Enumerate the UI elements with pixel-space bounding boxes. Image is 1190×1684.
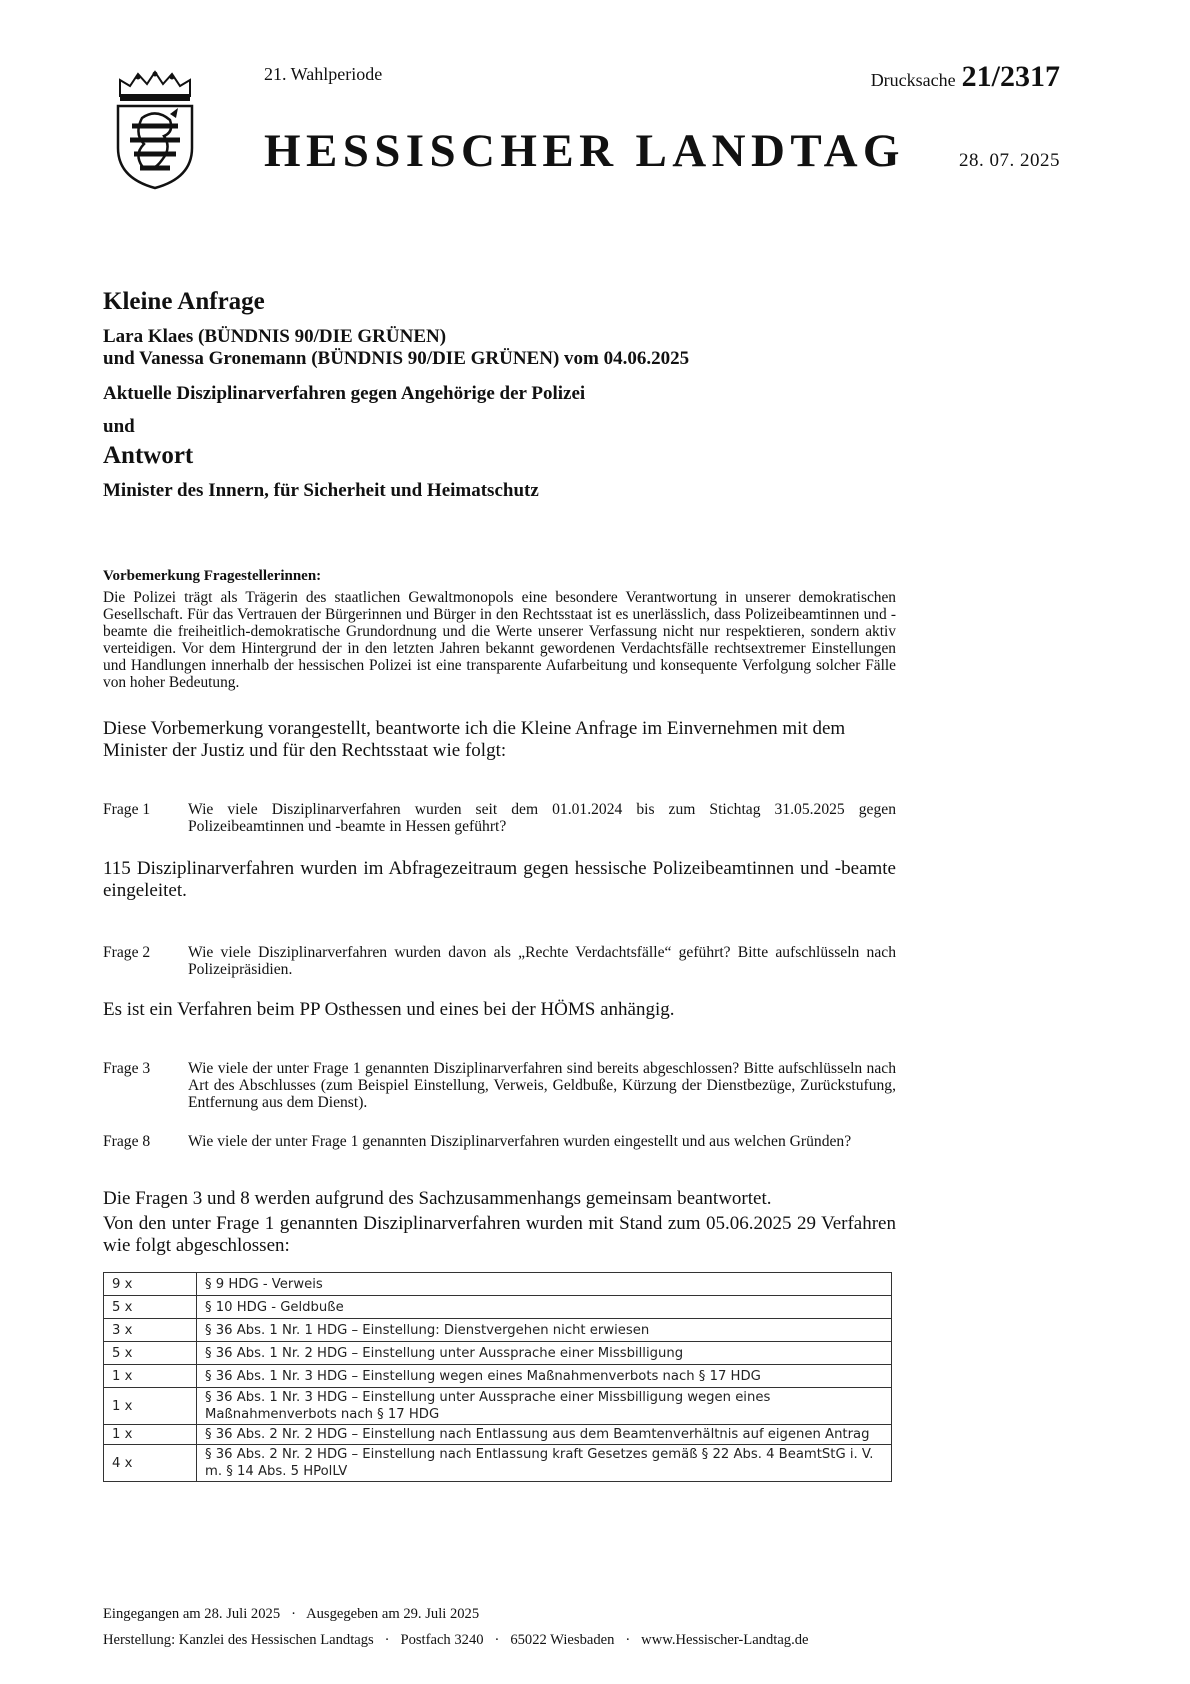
frage-1-text: Wie viele Disziplinarverfahren wurden seit dem 01.01.2024 bis zum Stichtag 31.05.2025 gegen Polizeibeamtinnen und -beamte in Hessen geführt? — [188, 801, 896, 835]
frage-2 — [103, 944, 896, 978]
table-cell-count: 1 x — [104, 1388, 197, 1425]
antwort-3-8-text: Von den unter Frage 1 genannten Disziplinarverfahren wurden mit Stand zum 05.06.2025 29 Verfahren wie folgt abgeschlossen: — [103, 1213, 896, 1256]
antwort-heading: Antwort — [103, 442, 194, 469]
authors-line-2: und Vanessa Gronemann (BÜNDNIS 90/DIE GRÜNEN) vom 04.06.2025 — [103, 348, 690, 369]
footer-dates: Eingegangen am 28. Juli 2025 · Ausgegeben am 29. Juli 2025 — [103, 1606, 480, 1622]
table-row — [104, 1445, 892, 1482]
page-title: HESSISCHER LANDTAG — [264, 125, 905, 177]
document-date: 28. 07. 2025 — [959, 150, 1060, 171]
frage-8-label: Frage 8 — [103, 1133, 151, 1150]
frage-8 — [103, 1133, 896, 1150]
footer-imprint: Herstellung: Kanzlei des Hessischen Landtags · Postfach 3240 · 65022 Wiesbaden · www.Hessischer-Landtag.de — [103, 1632, 809, 1648]
und-label: und — [103, 416, 135, 437]
wahlperiode: 21. Wahlperiode — [264, 64, 383, 84]
table-row — [104, 1296, 892, 1319]
vorbemerkung-text: Die Polizei trägt als Trägerin des staatlichen Gewaltmonopols eine besondere Verantwortung in unserer demokratischen Gesellschaft. Für das Vertrauen der Bürgerinnen und Bürger in den Rechtsstaat ist es unerlässlich, dass Polizeibeamtinnen und -beamte die freiheitlich-demokratische Grundordnung und die Werte unserer Verfassung nicht nur respektieren, sondern aktiv verteidigen. Vor dem Hintergrund der in den letzten Jahren bekannt gewordenen Verdachtsfälle rechtsextremer Einstellungen und Handlungen innerhalb der hessischen Polizei ist eine transparente Aufarbeitung und konsequente Verfolgung solcher Fälle von hoher Bedeutung. — [103, 589, 896, 691]
table-cell-description: § 36 Abs. 1 Nr. 3 HDG – Einstellung unter Aussprache einer Missbilligung wegen eines Maßnahmenverbots nach § 17 HDG — [197, 1388, 892, 1425]
frage-3-text: Wie viele der unter Frage 1 genannten Disziplinarverfahren sind bereits abgeschlossen? Bitte aufschlüsseln nach Art des Abschlusses (zum Beispiel Einstellung, Verweis, Geldbuße, Kürzung der Dienstbezüge, Zurückstufung, Entfernung aus dem Dienst). — [188, 1060, 896, 1111]
table-cell-count: 9 x — [104, 1273, 197, 1296]
table-cell-description: § 10 HDG - Geldbuße — [197, 1296, 892, 1319]
table-row — [104, 1388, 892, 1425]
frage-2-label: Frage 2 — [103, 944, 151, 961]
table-cell-description: § 36 Abs. 1 Nr. 1 HDG – Einstellung: Dienstvergehen nicht erwiesen — [197, 1319, 892, 1342]
table-cell-description: § 36 Abs. 2 Nr. 2 HDG – Einstellung nach Entlassung kraft Gesetzes gemäß § 22 Abs. 4 BeamtStG i. V. m. § 14 Abs. 5 HPolLV — [197, 1445, 892, 1482]
authors-line-1: Lara Klaes (BÜNDNIS 90/DIE GRÜNEN) — [103, 326, 447, 347]
drucksache-number: 21/2317 — [961, 60, 1060, 93]
table-cell-count: 5 x — [104, 1296, 197, 1319]
table-row — [104, 1365, 892, 1388]
table-row — [104, 1319, 892, 1342]
table-cell-description: § 9 HDG - Verweis — [197, 1273, 892, 1296]
table-row — [104, 1342, 892, 1365]
table-cell-description: § 36 Abs. 1 Nr. 2 HDG – Einstellung unter Aussprache einer Missbilligung — [197, 1342, 892, 1365]
table-cell-count: 3 x — [104, 1319, 197, 1342]
frage-1-label: Frage 1 — [103, 801, 151, 818]
drucksache — [871, 60, 1060, 94]
table-cell-count: 4 x — [104, 1445, 197, 1482]
antwort-2: Es ist ein Verfahren beim PP Osthessen und eines bei der HÖMS anhängig. — [103, 999, 675, 1020]
minister: Minister des Innern, für Sicherheit und Heimatschutz — [103, 480, 539, 501]
table-cell-count: 1 x — [104, 1425, 197, 1445]
frage-8-text: Wie viele der unter Frage 1 genannten Disziplinarverfahren wurden eingestellt und aus welchen Gründen? — [188, 1133, 852, 1150]
frage-2-text: Wie viele Disziplinarverfahren wurden davon als „Rechte Verdachtsfälle“ geführt? Bitte aufschlüsseln nach Polizeipräsidien. — [188, 944, 896, 978]
drucksache-label: Drucksache — [870, 70, 956, 90]
table-row — [104, 1425, 892, 1445]
frage-1 — [103, 801, 896, 835]
table-row — [104, 1273, 892, 1296]
intro-paragraph: Diese Vorbemerkung vorangestellt, beantworte ich die Kleine Anfrage im Einvernehmen mit dem Minister der Justiz und für den Rechtsstaat wie folgt: — [103, 718, 846, 761]
frage-3 — [103, 1060, 896, 1111]
table-cell-count: 1 x — [104, 1365, 197, 1388]
subject: Aktuelle Disziplinarverfahren gegen Angehörige der Polizei — [103, 383, 586, 404]
hessen-coat-of-arms — [112, 70, 198, 190]
authors — [103, 326, 689, 370]
antwort-1: 115 Disziplinarverfahren wurden im Abfragezeitraum gegen hessische Polizeibeamtinnen und -beamte eingeleitet. — [103, 858, 896, 901]
table-cell-count: 5 x — [104, 1342, 197, 1365]
document-type: Kleine Anfrage — [103, 288, 265, 315]
antwort-3-8-intro: Die Fragen 3 und 8 werden aufgrund des Sachzusammenhangs gemeinsam beantwortet. — [103, 1188, 772, 1209]
abschluss-table — [103, 1272, 892, 1482]
table-cell-description: § 36 Abs. 1 Nr. 3 HDG – Einstellung wegen eines Maßnahmenverbots nach § 17 HDG — [197, 1365, 892, 1388]
frage-3-label: Frage 3 — [103, 1060, 151, 1077]
vorbemerkung-heading: Vorbemerkung Fragestellerinnen: — [103, 568, 322, 584]
table-cell-description: § 36 Abs. 2 Nr. 2 HDG – Einstellung nach Entlassung aus dem Beamtenverhältnis auf eigenen Antrag — [197, 1425, 892, 1445]
